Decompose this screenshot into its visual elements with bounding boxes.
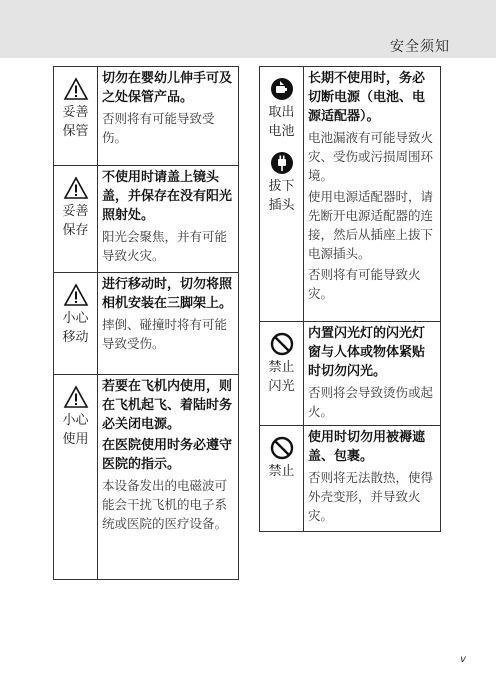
safety-row <box>53 375 239 580</box>
note-text: 阳光会聚焦，并有可能导致火灾。 <box>102 229 228 263</box>
warning-text: 若要在飞机内使用，则在飞机起飞、着陆时务必关闭电源。 <box>102 379 233 432</box>
row-body <box>98 166 238 272</box>
left-column <box>53 66 239 580</box>
warning-text-secondary: 在医院使用时务必遵守医院的指示。 <box>102 438 233 472</box>
note-text: 否则将有可能导致火灾。 <box>308 267 421 301</box>
safety-row <box>53 66 239 166</box>
warning-triangle-icon <box>63 176 89 200</box>
safety-row <box>259 426 441 532</box>
row-label: 妥善保存 <box>62 204 89 238</box>
row-label: 小心使用 <box>62 413 89 447</box>
note-text: 否则将会导致烫伤或起火。 <box>308 385 434 419</box>
note-text: 否则将有可能导致受伤。 <box>102 111 215 145</box>
safety-row <box>53 273 239 375</box>
row-body <box>98 67 238 165</box>
page-title: 安全须知 <box>390 39 450 55</box>
prohibited-icon <box>270 436 294 460</box>
warning-text: 长期不使用时，务必切断电源（电池、电源适配器）。 <box>308 71 426 124</box>
unplug-icon <box>270 151 294 175</box>
row-label: 妥善保管 <box>62 105 89 139</box>
row-side <box>260 67 304 321</box>
warning-text: 进行移动时，切勿将照相机安装在三脚架上。 <box>102 277 233 311</box>
note-text: 电池漏液有可能导致火灾、受伤或污损周围环境。 <box>308 130 434 183</box>
row-label: 取出电池 <box>268 105 295 139</box>
safety-row <box>259 322 441 426</box>
right-column <box>259 66 441 532</box>
row-body <box>304 67 440 321</box>
warning-text: 切勿在婴幼儿伸手可及之处保管产品。 <box>102 71 233 105</box>
row-side <box>54 67 98 165</box>
warning-triangle-icon <box>63 77 89 101</box>
remove-battery-icon <box>270 77 294 101</box>
safety-row <box>259 66 441 322</box>
safety-row <box>53 166 239 273</box>
row-side <box>54 375 98 579</box>
warning-text: 不使用时请盖上镜头盖，并保存在没有阳光照射处。 <box>102 170 233 223</box>
row-label-secondary: 拔下插头 <box>268 179 295 213</box>
prohibited-icon <box>270 332 294 356</box>
row-body <box>98 273 238 374</box>
warning-text: 使用时切勿用被褥遮盖、包裹。 <box>308 430 426 464</box>
note-text: 否则将无法散热，使得外壳变形，并导致火灾。 <box>308 470 434 523</box>
note-text: 使用电源适配器时，请先断开电源适配器的连接，然后从插座上拔下电源插头。 <box>308 189 434 261</box>
note-text: 本设备发出的电磁波可能会干扰飞机的电子系统或医院的医疗设备。 <box>102 478 228 531</box>
row-body <box>304 322 440 425</box>
warning-triangle-icon <box>63 385 89 409</box>
row-label: 禁止 <box>268 464 295 479</box>
page-number: v <box>460 654 466 665</box>
row-label: 小心移动 <box>62 311 89 345</box>
row-side <box>54 273 98 374</box>
note-text: 摔倒、碰撞时将有可能导致受伤。 <box>102 317 228 351</box>
warning-triangle-icon <box>63 283 89 307</box>
row-body <box>98 375 238 579</box>
row-side <box>260 322 304 425</box>
row-body <box>304 426 440 531</box>
warning-text: 内置闪光灯的闪光灯窗与人体或物体紧贴时切勿闪光。 <box>308 326 426 379</box>
row-side <box>260 426 304 531</box>
row-side <box>54 166 98 272</box>
row-label: 禁止闪光 <box>268 360 295 394</box>
